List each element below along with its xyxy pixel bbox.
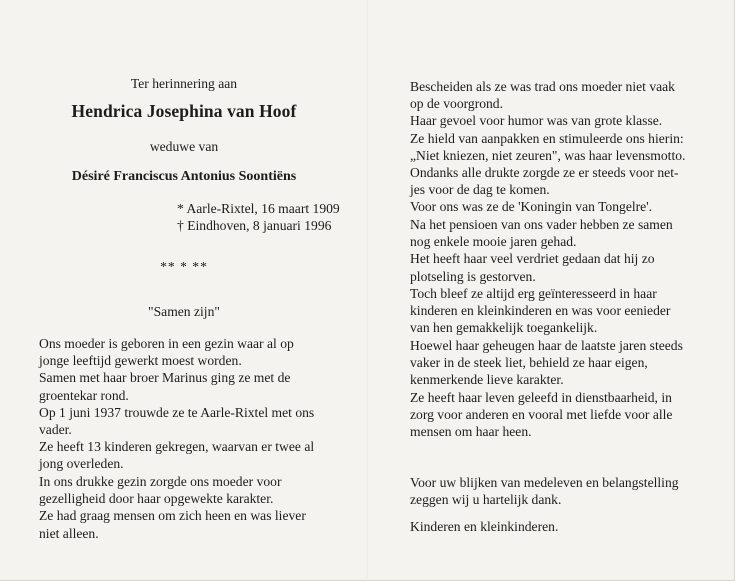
life-dates	[177, 200, 340, 234]
right-paragraph-2	[410, 216, 697, 336]
left-paragraph-2	[39, 473, 329, 542]
deceased-name: Hendrica Josephina van Hoof	[71, 101, 297, 121]
text-line: Ondanks alle drukte zorgde ze er steeds voor net-	[410, 165, 679, 181]
text-line: niet alleen.	[39, 525, 99, 541]
text-line: Voor ons was ze de 'Koningin van Tongelre'.	[410, 199, 653, 215]
text-line: Hoewel haar geheugen haar de laatste jaren steeds	[410, 338, 683, 353]
left-paragraph-1	[39, 335, 329, 473]
husband-name: Désiré Franciscus Antonius Soontiëns	[71, 169, 297, 184]
text-line: groentekar rond.	[39, 387, 129, 403]
text-line: Ze heeft haar leven geleefd in dienstbaarheid, in	[410, 389, 672, 405]
section-heading: "Samen zijn"	[148, 304, 220, 319]
text-line: jes voor de dag te komen.	[410, 182, 550, 198]
signature-line: Kinderen en kleinkinderen.	[410, 519, 559, 534]
text-line: plotseling is gestorven.	[410, 268, 536, 284]
card-fold	[367, 0, 368, 581]
text-line: Ons moeder is geboren in een gezin waar al op	[39, 336, 294, 351]
text-line: kinderen en kleinkinderen en was voor eenieder	[410, 303, 671, 319]
right-paragraph-1	[410, 78, 697, 216]
text-line: van hen gemakkelijk toegankelijk.	[410, 320, 598, 336]
text-line: Haar gevoel voor humor was van grote klasse.	[410, 113, 663, 129]
text-line: zorg voor anderen en vooral met liefde voor alle	[410, 406, 673, 422]
text-line: Het heeft haar veel verdriet gedaan dat hij zo	[410, 251, 655, 267]
text-line: „Niet kniezen, niet zeuren", was haar levensmotto.	[410, 147, 686, 163]
text-line: Ze had graag mensen om zich heen en was liever	[39, 508, 306, 524]
right-paragraph-3	[410, 337, 697, 440]
separator-stars: ** * **	[160, 259, 208, 274]
text-line: Voor uw blijken van medeleven en belangstelling	[410, 475, 679, 490]
text-line: nog enkele mooie jaren gehad.	[410, 234, 577, 250]
widow-of-text: weduwe van	[149, 139, 219, 154]
text-line: Ze hield van aanpakken en stimuleerde ons hierin:	[410, 130, 684, 146]
intro-text: Ter herinnering aan	[130, 76, 238, 91]
text-line: In ons drukke gezin zorgde ons moeder voor	[39, 474, 282, 489]
text-line: op de voorgrond.	[410, 96, 504, 112]
text-line: gezelligheid door haar opgewekte karakter.	[39, 491, 274, 507]
text-line: Na het pensioen van ons vader hebben ze samen	[410, 217, 673, 232]
thanks-paragraph	[410, 474, 697, 508]
text-line: Op 1 juni 1937 trouwde ze te Aarle-Rixtel met ons	[39, 404, 315, 420]
death-date: † Eindhoven, 8 januari 1996	[177, 218, 332, 234]
text-line: mensen om haar heen.	[410, 424, 532, 440]
text-line: Toch bleef ze altijd erg geïnteresseerd in haar	[410, 285, 657, 301]
text-line: vader.	[39, 422, 72, 438]
text-line: kenmerkende lieve karakter.	[410, 372, 564, 388]
text-line: Samen met haar broer Marinus ging ze met de	[39, 370, 291, 386]
text-line: jonge leeftijd gewerkt moest worden.	[39, 353, 242, 369]
text-line: Ze heeft 13 kinderen gekregen, waarvan er twee al	[39, 439, 315, 455]
text-line: Bescheiden als ze was trad ons moeder niet vaak	[410, 79, 675, 94]
text-line: vaker in de steek liet, behield ze haar eigen,	[410, 355, 648, 371]
text-line: zeggen wij u hartelijk dank.	[410, 492, 562, 508]
birth-date: * Aarle-Rixtel, 16 maart 1909	[177, 201, 340, 216]
text-line: jong overleden.	[39, 456, 124, 472]
